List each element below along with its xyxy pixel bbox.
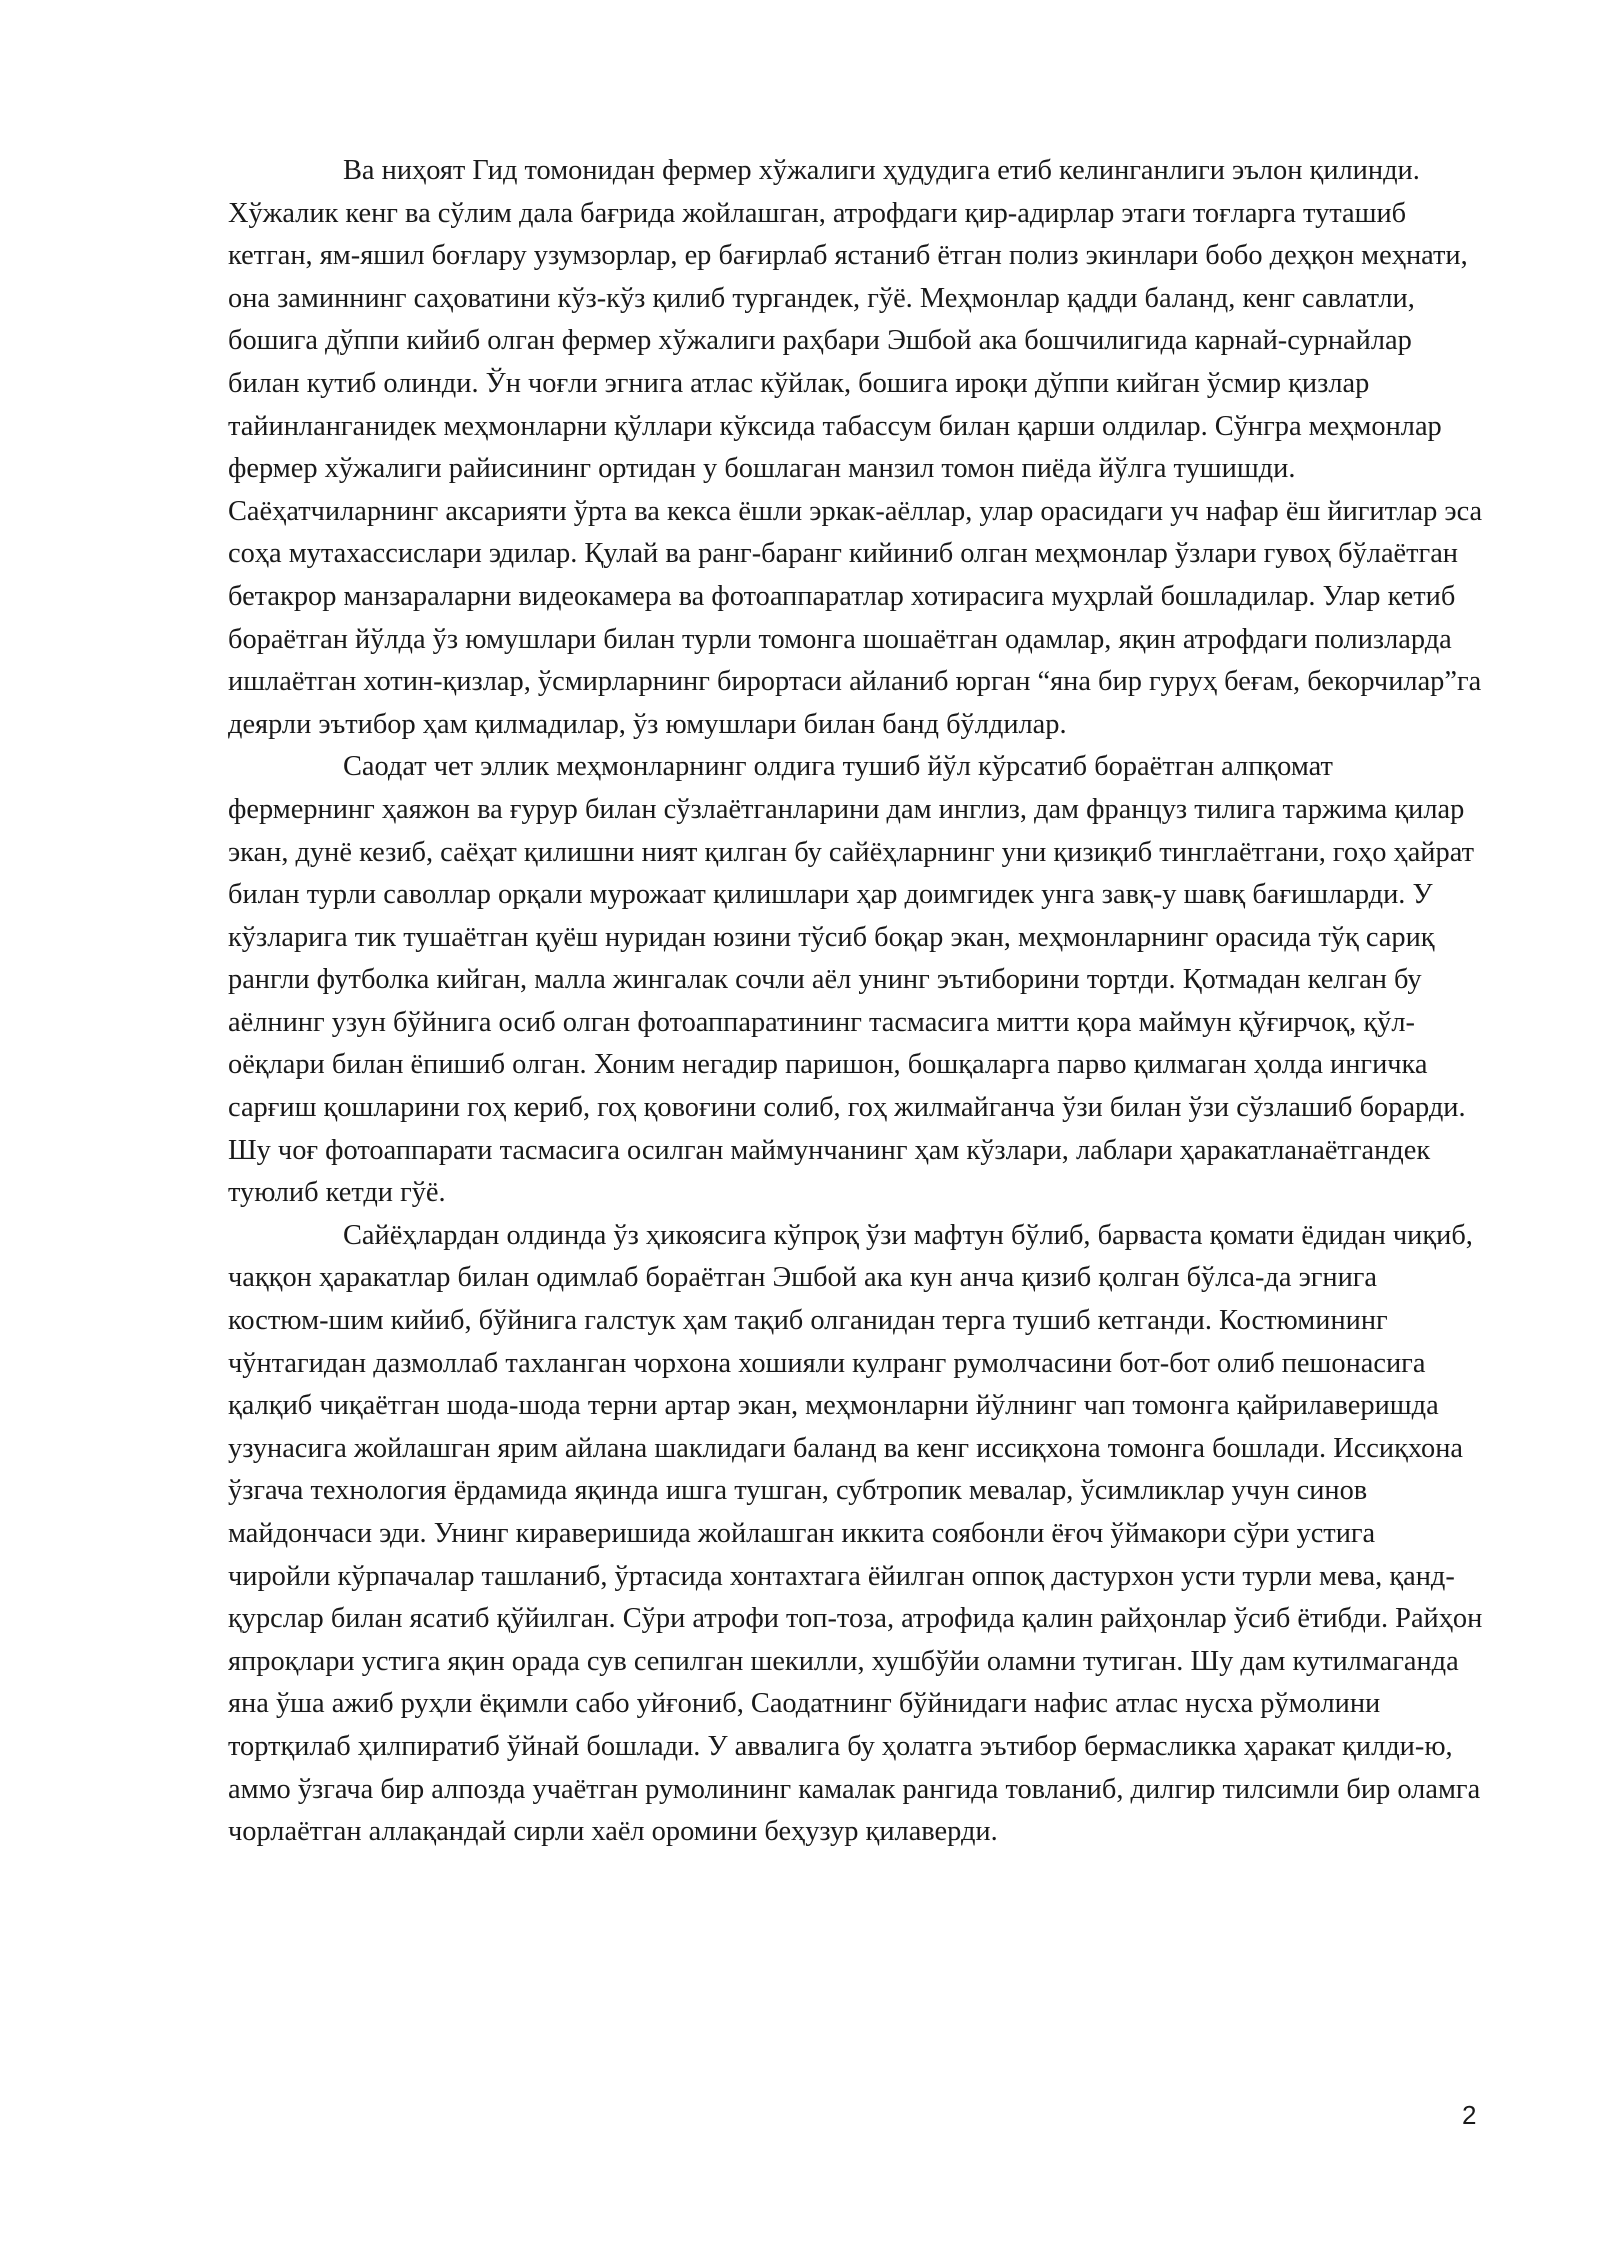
page-number: 2 xyxy=(1462,2100,1477,2130)
paragraph-2: Саодат чет эллик меҳмонларнинг олдига тушиб йўл кўрсатиб бораётган алпқомат фермернинг ҳаяжон ва ғурур билан сўзлаётганларини дам инглиз, дам француз тилига таржима қилар экан, дунё кезиб, саёҳат қилишни ният қилган бу сайёҳларнинг уни қизиқиб тинглаётгани, гоҳо ҳайрат билан турли саволлар орқали мурожаат қилишлари ҳар доимгидек унга завқ-у шавқ бағишларди. У кўзларига тик тушаётган қуёш нуридан юзини тўсиб боқар экан, меҳмонларнинг орасида тўқ сариқ рангли футболка кийган, малла жингалак сочли аёл унинг эътиборини тортди. Қотмадан келган бу аёлнинг узун бўйнига осиб олган фотоаппаратининг тасмасига митти қора маймун қўғирчоқ, қўл-оёқлари билан ёпишиб олган. Хоним негадир паришон, бошқаларга парво қилмаган ҳолда ингичка сарғиш қошларини гоҳ кериб, гоҳ қовоғини солиб, гоҳ жилмайганча ўзи билан ўзи сўзлашиб борарди. Шу чоғ фотоаппарати тасмасига осилган маймунчанинг ҳам кўзлари, лаблари ҳаракатланаётгандек туюлиб кетди гўё. xyxy=(228,751,1474,1209)
paragraph-3: Сайёҳлардан олдинда ўз ҳикоясига кўпроқ ўзи мафтун бўлиб, барваста қомати ёдидан чиқиб, чаққон ҳаракатлар билан одимлаб бораётган Эшбой ака кун анча қизиб қолган бўлса-да эгнига костюм-шим кийиб, бўйнига галстук ҳам тақиб олганидан терга тушиб кетганди. Костюмининг чўнтагидан дазмоллаб тахланган чорхона хошияли кулранг румолчасини бот-бот олиб пешонасига қалқиб чиқаётган шода-шода терни артар экан, меҳмонларни йўлнинг чап томонга қайрилаверишда узунасига жойлашган ярим айлана шаклидаги баланд ва кенг иссиқхона томонга бошлади. Иссиқхона ўзгача технология ёрдамида яқинда ишга тушган, субтропик мевалар, ўсимликлар учун синов майдончаси эди. Унинг кираверишида жойлашган иккита соябонли ёғоч ўймакори сўри устига чиройли кўрпачалар ташланиб, ўртасида хонтахтага ёйилган оппоқ дастурхон усти турли мева, қанд-қурслар билан ясатиб қўйилган. Сўри атрофи топ-тоза, атрофида қалин райҳонлар ўсиб ётибди. Райҳон япроқлари устига яқин орада сув сепилган шекилли, хушбўйи оламни тутиган. Шу дам кутилмаганда яна ўша ажиб руҳли ёқимли сабо уйғониб, Саодатнинг бўйнидаги нафис атлас нусха рўмолини тортқилаб ҳилпиратиб ўйнай бошлади. У аввалига бу ҳолатга эътибор бермасликка ҳаракат қилди-ю, аммо ўзгача бир алпозда учаётган румолининг камалак рангида товланиб, дилгир тилсимли бир оламга чорлаётган аллақандай сирли хаёл оромини беҳузур қилаверди. xyxy=(228,1219,1483,1848)
paragraph-1: Ва ниҳоят Гид томонидан фермер хўжалиги ҳудудига етиб келинганлиги эълон қилинди. Хўжалик кенг ва сўлим дала бағрида жойлашган, атрофдаги қир-адирлар этаги тоғларга туташиб кетган, ям-яшил боғлару узумзорлар, ер бағирлаб ястаниб ётган полиз экинлари бобо деҳқон меҳнати, она заминнинг саҳоватини кўз-кўз қилиб тургандек, гўё. Меҳмонлар қадди баланд, кенг савлатли, бошига дўппи кийиб олган фермер хўжалиги раҳбари Эшбой ака бошчилигида карнай-сурнайлар билан кутиб олинди. Ўн чоғли эгнига атлас кўйлак, бошига ироқи дўппи кийган ўсмир қизлар тайинланганидек меҳмонларни қўллари кўксида табассум билан қарши олдилар. Сўнгра меҳмонлар фермер хўжалиги райисининг ортидан у бошлаган манзил томон пиёда йўлга тушишди. Саёҳатчиларнинг аксарияти ўрта ва кекса ёшли эркак-аёллар, улар орасидаги уч нафар ёш йигитлар эса соҳа мутахассислари эдилар. Қулай ва ранг-баранг кийиниб олган меҳмонлар ўзлари гувоҳ бўлаётган бетакрор манзараларни видеокамера ва фотоаппаратлар хотирасига муҳрлай бошладилар. Улар кетиб бораётган йўлда ўз юмушлари билан турли томонга шошаётган одамлар, яқин атрофдаги полизларда ишлаётган хотин-қизлар, ўсмирларнинг бирортаси айланиб юрган “яна бир гуруҳ беғам, бекорчилар”га деярли эътибор ҳам қилмадилар, ўз юмушлари билан банд бўлдилар. xyxy=(228,155,1483,740)
document-body xyxy=(228,150,1483,1854)
